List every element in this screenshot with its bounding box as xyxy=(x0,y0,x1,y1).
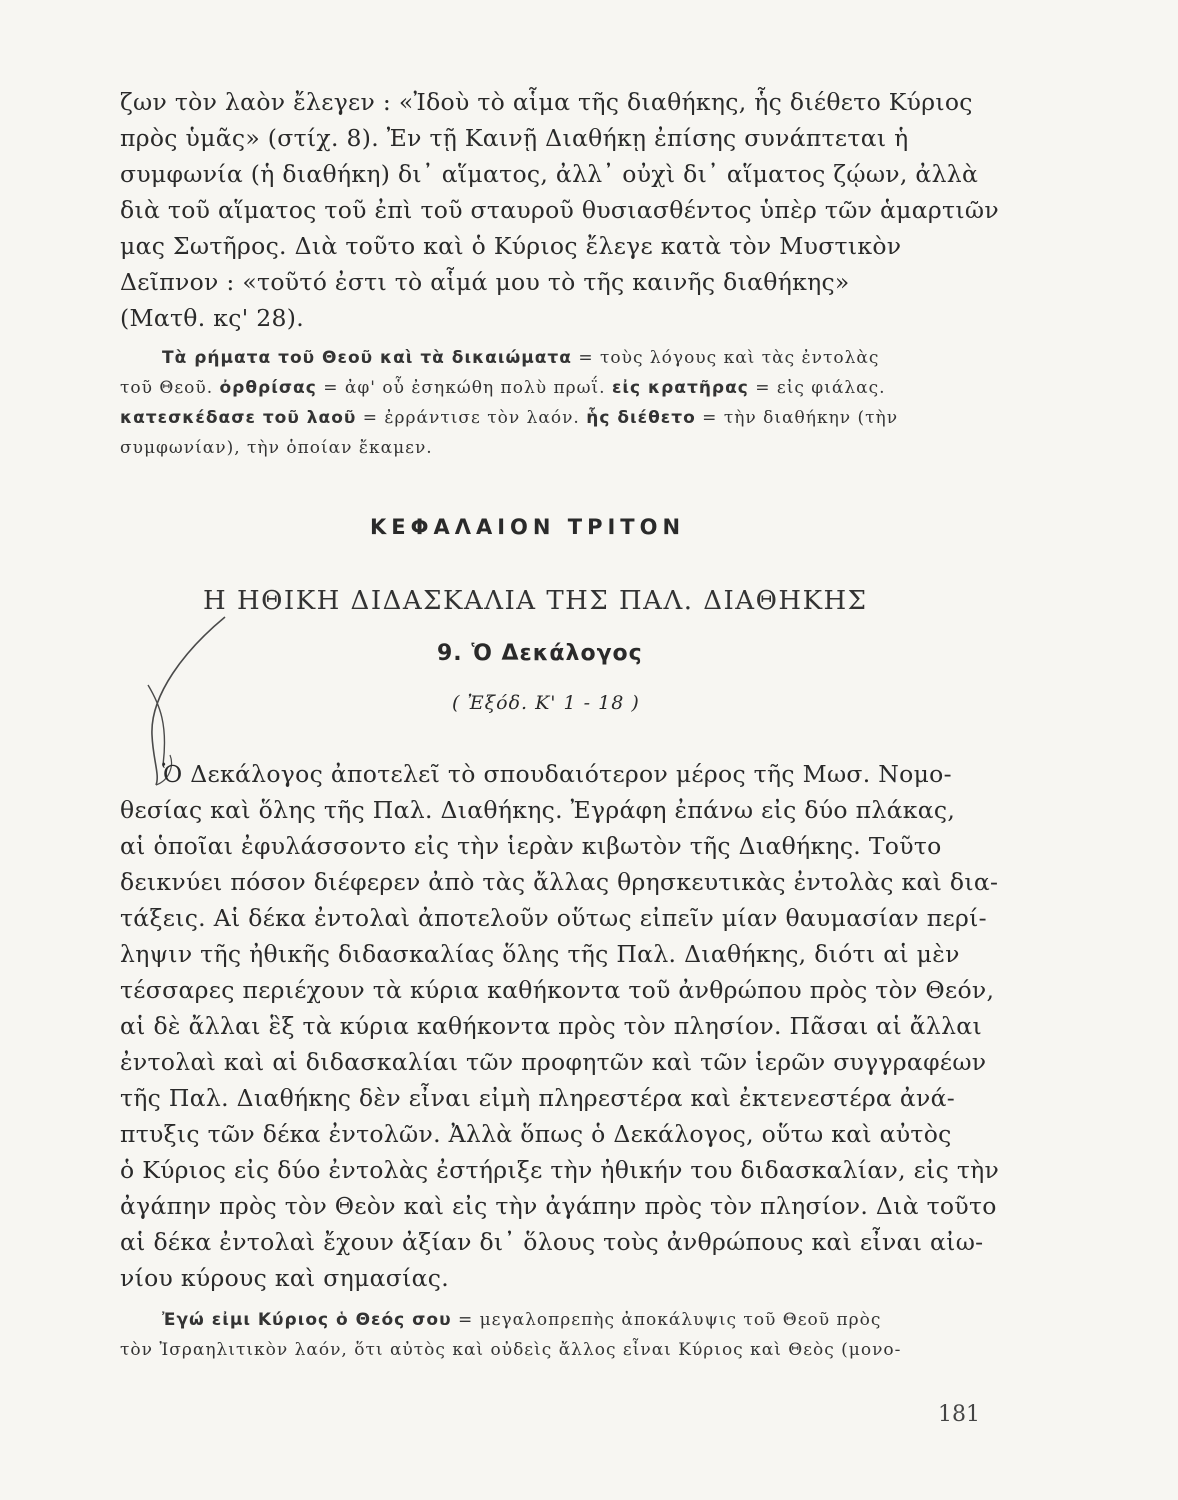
note-line xyxy=(162,1310,881,1330)
note-line xyxy=(162,348,879,368)
text-line: τέσσαρες περιέχουν τὰ κύρια καθήκοντα τοῦ ἀνθρώπου πρὸς τὸν Θεόν, xyxy=(120,976,995,1004)
chapter-subtitle: Η ΗΘΙΚΗ ΔΙΔΑΣΚΑΛΙΑ ΤΗΣ ΠΑΛ. ΔΙΑΘΗΚΗΣ xyxy=(203,586,868,616)
note-definition: τοῦ Θεοῦ. xyxy=(120,378,220,398)
text-line: ὁ Κύριος εἰς δύο ἐντολὰς ἐστήριξε τὴν ἠθικήν του διδασκαλίαν, εἰς τὴν xyxy=(120,1156,1000,1184)
text-line: (Ματθ. κς' 28). xyxy=(120,304,305,332)
note-term: εἰς κρατῆρας xyxy=(611,378,749,398)
note-term: ἧς διέθετο xyxy=(586,408,696,428)
text-line: Ὁ Δεκάλογος ἀποτελεῖ τὸ σπουδαιότερον μέρος τῆς Μωσ. Νομο- xyxy=(162,760,952,788)
text-line: συμφωνία (ἡ διαθήκη) δι᾿ αἵματος, ἀλλ᾿ οὐχὶ δι᾿ αἵματος ζῴων, ἀλλὰ xyxy=(120,160,979,188)
note-line: τὸν Ἰσραηλιτικὸν λαόν, ὅτι αὐτὸς καὶ οὐδεὶς ἄλλος εἶναι Κύριος καὶ Θεὸς (μονο- xyxy=(120,1340,902,1360)
note-line xyxy=(120,408,898,428)
note-line xyxy=(120,378,886,398)
note-definition: = ἀφ' οὗ ἐσηκώθη πολὺ πρωΐ. xyxy=(316,378,612,398)
note-term: κατεσκέδασε τοῦ λαοῦ xyxy=(120,408,357,428)
text-line: ζων τὸν λαὸν ἔλεγεν : «Ἰδοὺ τὸ αἷμα τῆς διαθήκης, ἧς διέθετο Κύριος xyxy=(120,88,973,116)
text-line: θεσίας καὶ ὅλης τῆς Παλ. Διαθήκης. Ἐγράφη ἐπάνω εἰς δύο πλάκας, xyxy=(120,796,956,824)
text-line: πρὸς ὑμᾶς» (στίχ. 8). Ἐν τῇ Καινῇ Διαθήκῃ ἐπίσης συνάπτεται ἡ xyxy=(120,124,909,152)
text-line: ἐντολαὶ καὶ αἱ διδασκαλίαι τῶν προφητῶν καὶ τῶν ἱερῶν συγγραφέων xyxy=(120,1048,987,1076)
note-definition: = εἰς φιάλας. xyxy=(748,378,886,398)
text-line: αἱ δὲ ἄλλαι ἓξ τὰ κύρια καθήκοντα πρὸς τὸν πλησίον. Πᾶσαι αἱ ἄλλαι xyxy=(120,1012,982,1040)
text-line: νίου κύρους καὶ σημασίας. xyxy=(120,1264,450,1292)
text-line: διὰ τοῦ αἵματος τοῦ ἐπὶ τοῦ σταυροῦ θυσιασθέντος ὑπὲρ τῶν ἁμαρτιῶν xyxy=(120,196,999,224)
text-line: αἱ δέκα ἐντολαὶ ἔχουν ἀξίαν δι᾿ ὅλους τοὺς ἀνθρώπους καὶ εἶναι αἰω- xyxy=(120,1228,984,1256)
text-line: δεικνύει πόσον διέφερεν ἀπὸ τὰς ἄλλας θρησκευτικὰς ἐντολὰς καὶ δια- xyxy=(120,868,999,896)
text-line: πτυξις τῶν δέκα ἐντολῶν. Ἀλλὰ ὅπως ὁ Δεκάλογος, οὕτω καὶ αὐτὸς xyxy=(120,1120,952,1148)
note-line: συμφωνίαν), τὴν ὁποίαν ἔκαμεν. xyxy=(120,438,433,458)
section-reference: ( Ἐξόδ. Κ' 1 - 18 ) xyxy=(452,692,640,714)
text-line: αἱ ὁποῖαι ἐφυλάσσοντο εἰς τὴν ἱερὰν κιβωτὸν τῆς Διαθήκης. Τοῦτο xyxy=(120,832,942,860)
note-term: Ἐγώ εἰμι Κύριος ὁ Θεός σου xyxy=(162,1310,452,1330)
text-line: μας Σωτῆρος. Διὰ τοῦτο καὶ ὁ Κύριος ἔλεγε κατὰ τὸν Μυστικὸν xyxy=(120,232,902,260)
section-title: 9. Ὁ Δεκάλογος xyxy=(437,641,643,666)
note-definition: = τοὺς λόγους καὶ τὰς ἐντολὰς xyxy=(571,348,880,368)
text-line: Δεῖπνον : «τοῦτό ἐστι τὸ αἷμά μου τὸ τῆς καινῆς διαθήκης» xyxy=(120,268,850,296)
note-term: ὀρθρίσας xyxy=(219,378,317,398)
text-line: ληψιν τῆς ἠθικῆς διδασκαλίας ὅλης τῆς Παλ. Διαθήκης, διότι αἱ μὲν xyxy=(120,940,960,968)
note-term: Τὰ ρήματα τοῦ Θεοῦ καὶ τὰ δικαιώματα xyxy=(162,348,572,368)
text-line: τάξεις. Αἱ δέκα ἐντολαὶ ἀποτελοῦν οὕτως εἰπεῖν μίαν θαυμασίαν περί- xyxy=(120,904,987,932)
text-line: τῆς Παλ. Διαθήκης δὲν εἶναι εἰμὴ πληρεστέρα καὶ ἐκτενεστέρα ἀνά- xyxy=(120,1084,956,1112)
note-definition: = μεγαλοπρεπὴς ἀποκάλυψις τοῦ Θεοῦ πρὸς xyxy=(451,1310,882,1330)
text-line: ἀγάπην πρὸς τὸν Θεὸν καὶ εἰς τὴν ἀγάπην πρὸς τὸν πλησίον. Διὰ τοῦτο xyxy=(120,1192,997,1220)
note-definition: = ἐρράντισε τὸν λαόν. xyxy=(356,408,587,428)
note-definition: = τὴν διαθήκην (τὴν xyxy=(695,408,899,428)
page-number: 181 xyxy=(938,1402,980,1427)
chapter-heading: ΚΕΦΑΛΑΙΟΝ ΤΡΙΤΟΝ xyxy=(370,515,686,539)
